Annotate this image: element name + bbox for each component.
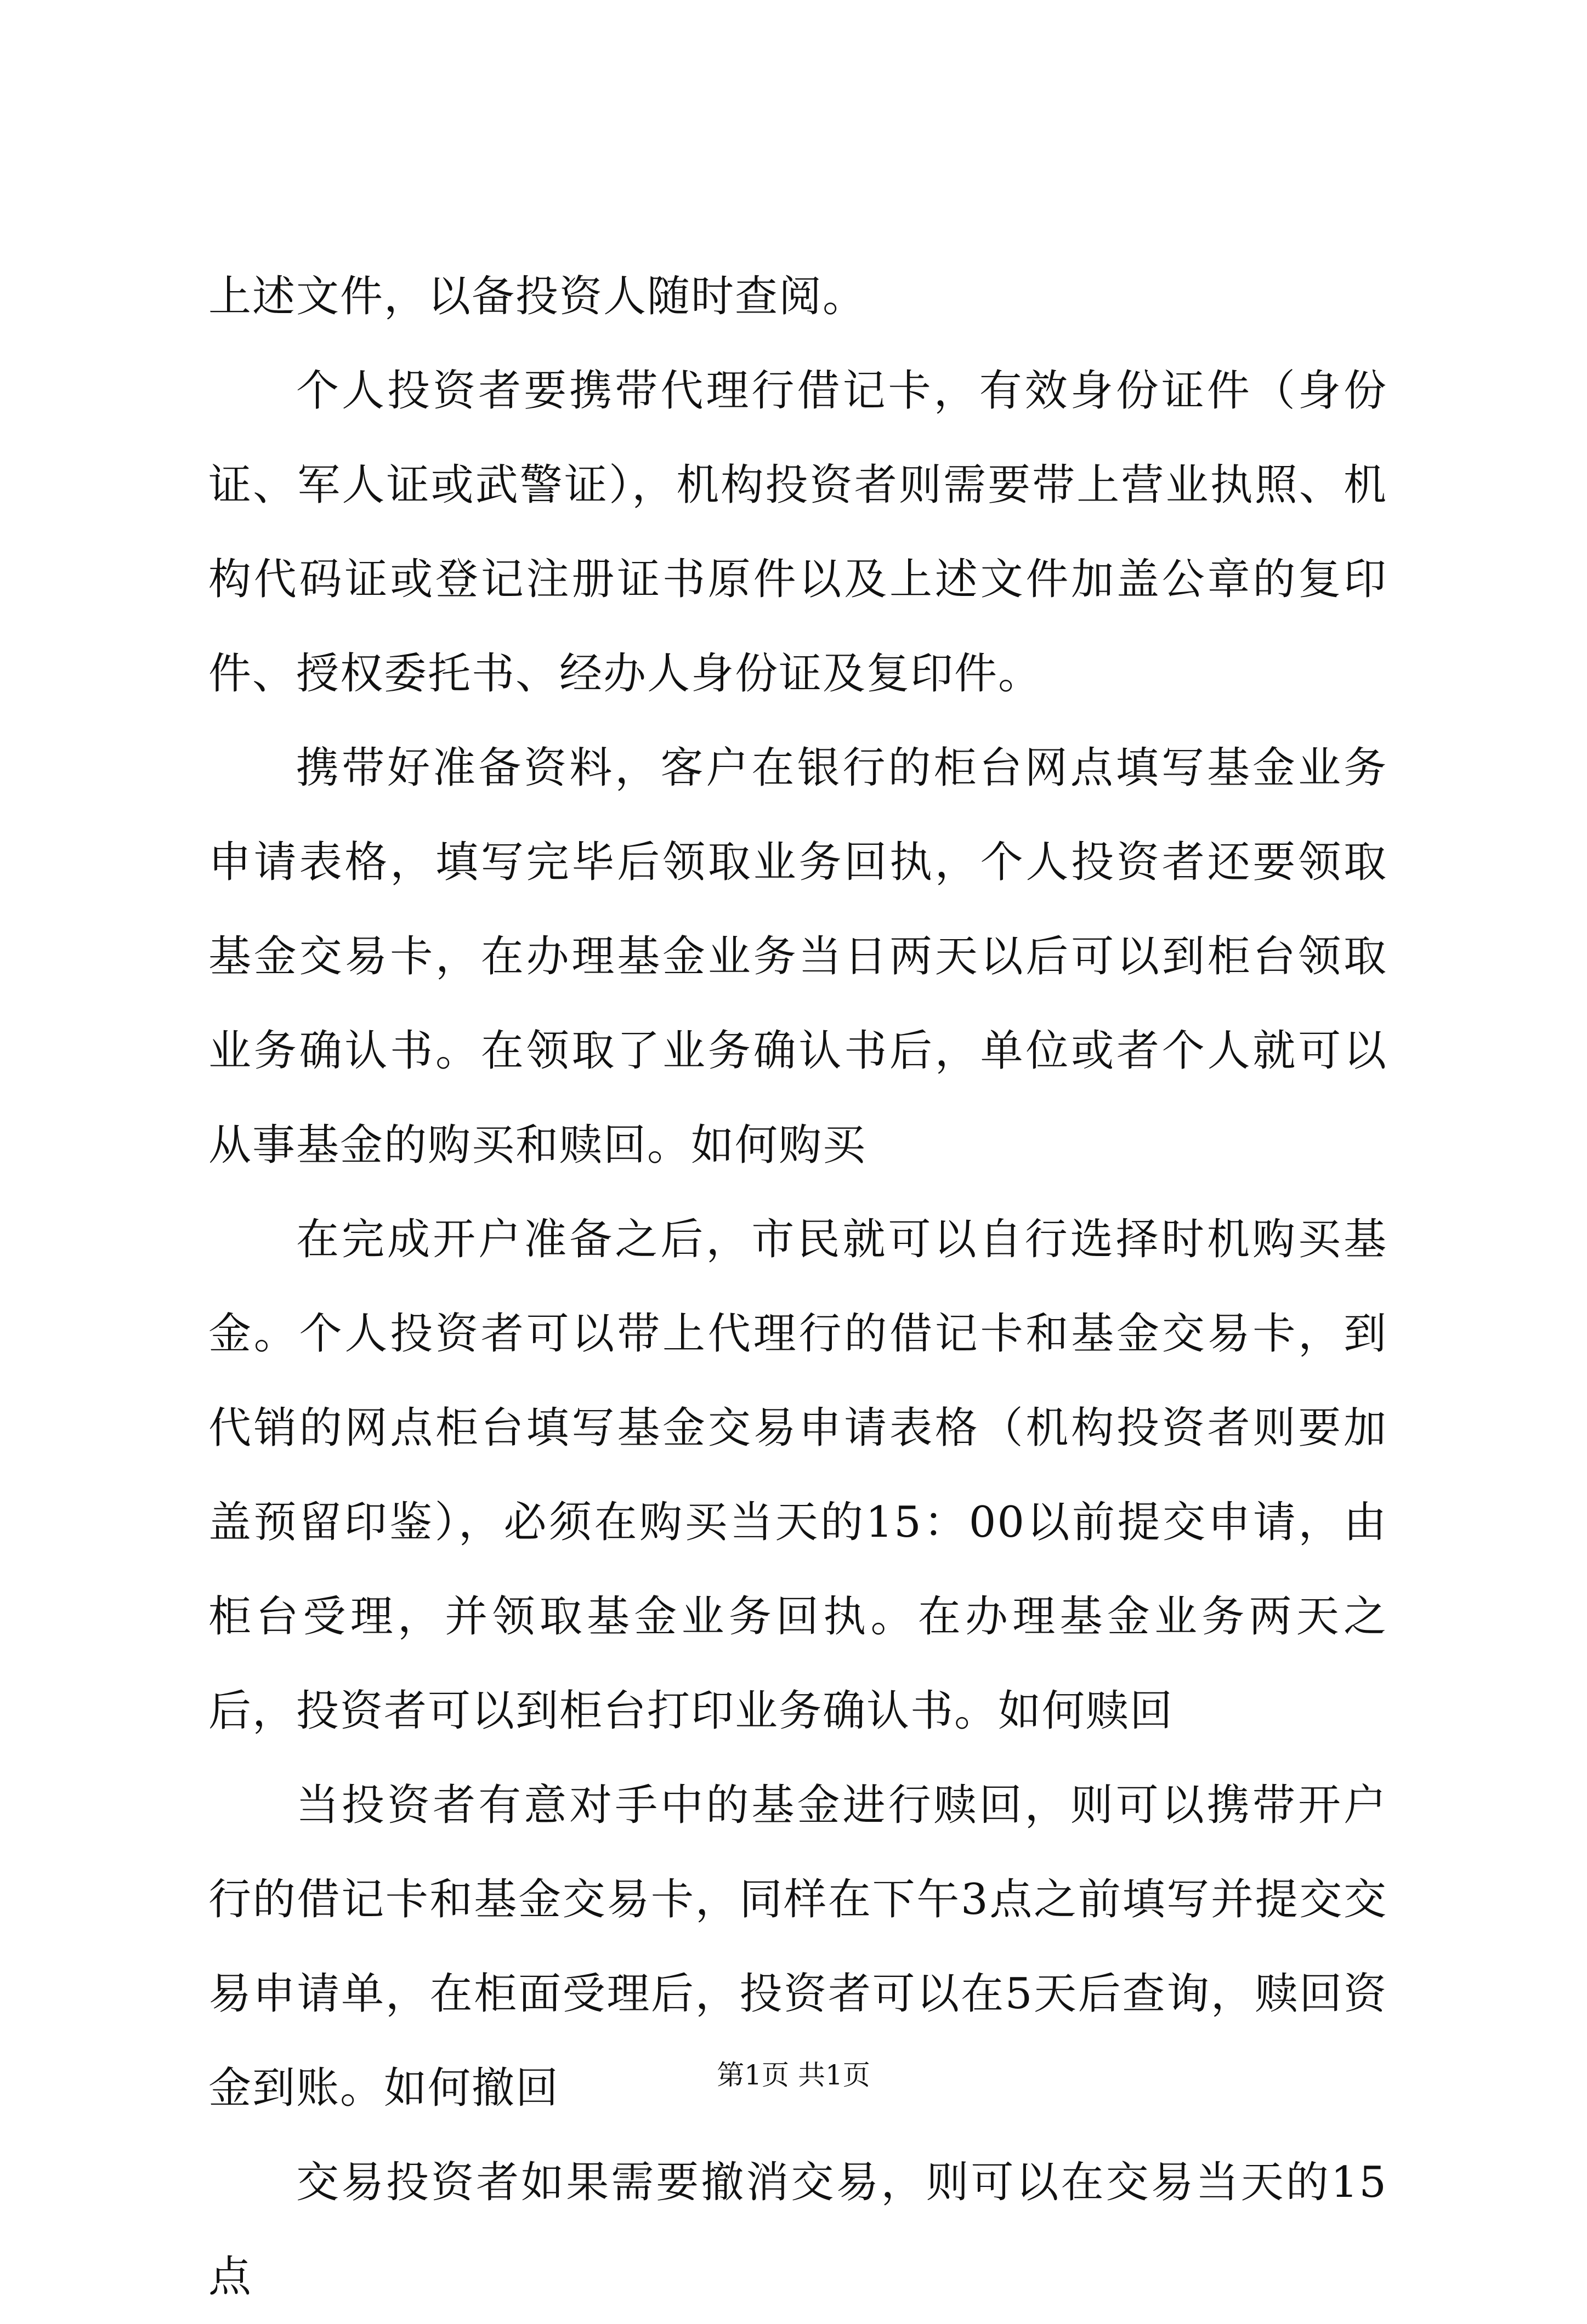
paragraph-how-to-redeem: 当投资者有意对手中的基金进行赎回，则可以携带开户行的借记卡和基金交易卡，同样在下午3点之前填写并提交交易申请单，在柜面受理后，投资者可以在5天后查询，赎回资金到账。如何撤回 bbox=[208, 1781, 1387, 2113]
page-footer: 第1页 共1页 bbox=[717, 2059, 870, 2091]
paragraph-how-to-withdraw: 交易投资者如果需要撤消交易，则可以在交易当天的15点 bbox=[208, 2158, 1387, 2302]
paragraph-account-opening: 携带好准备资料，客户在银行的柜台网点填写基金业务申请表格，填写完毕后领取业务回执，个人投资者还要领取基金交易卡，在办理基金业务当日两天以后可以到柜台领取业务确认书。在领取了业务确认书后，单位或者个人就可以从事基金的购买和赎回。如何购买 bbox=[208, 743, 1387, 1170]
document-body bbox=[208, 249, 1387, 2324]
paragraph-continuation: 上述文件，以备投资人随时查阅。 bbox=[208, 272, 867, 321]
paragraph-required-documents: 个人投资者要携带代理行借记卡，有效身份证件（身份证、军人证或武警证），机构投资者则需要带上营业执照、机构代码证或登记注册证书原件以及上述文件加盖公章的复印件、授权委托书、经办人身份证及复印件。 bbox=[208, 366, 1387, 698]
paragraph-how-to-buy: 在完成开户准备之后，市民就可以自行选择时机购买基金。个人投资者可以带上代理行的借记卡和基金交易卡，到代销的网点柜台填写基金交易申请表格（机构投资者则要加盖预留印鉴），必须在购买当天的15：00以前提交申请，由柜台受理，并领取基金业务回执。在办理基金业务两天之后，投资者可以到柜台打印业务确认书。如何赎回 bbox=[208, 1215, 1387, 1736]
